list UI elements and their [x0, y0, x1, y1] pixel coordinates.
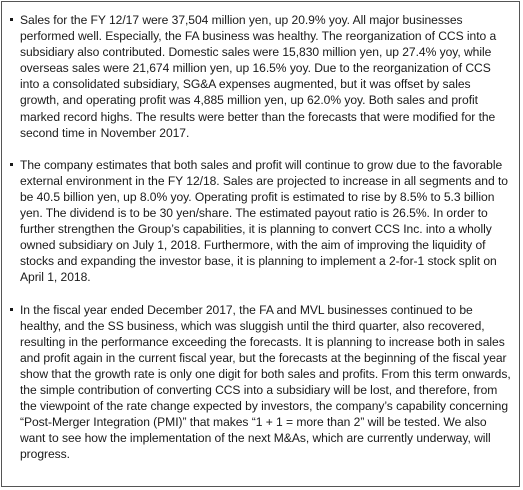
bullet-marker [10, 163, 13, 166]
paragraph-results [10, 12, 513, 141]
summary-box [1, 1, 520, 487]
paragraph-text: The company estimates that both sales and profit will continue to grow due to the favorable external environment in the FY 12/18. Sales are projected to increase in all segments and to be 40.5 billion yen, up 8.0% yoy. Operating profit is estimated to rise by 8.5% to 5.3 billion yen. The dividend is to be 30 yen/share. The estimated payout ratio is 26.5%. In order to further strengthen the Group’s capabilities, it is planning to convert CCS Inc. into a wholly owned subsidiary on July 1, 2018. Furthermore, with the aim of improving the liquidity of stocks and expanding the investor base, it is planning to implement a 2-for-1 stock split on April 1, 2018. [20, 157, 508, 285]
paragraph-text: In the fiscal year ended December 2017, the FA and MVL businesses continued to be healthy, and the SS business, which was sluggish until the third quarter, also recovered, resulting in the performance exceeding the forecasts. It is planning to increase both in sales and profit again in the current fiscal year, but the forecasts at the beginning of the fiscal year show that the growth rate is only one digit for both sales and profits. From this term onwards, the simple contribution of converting CCS into a subsidiary will be lost, and therefore, from the viewpoint of the rate change expected by investors, the company’s capability concerning “Post-Merger Integration (PMI)” that makes “1 + 1 = more than 2” will be tested. We also want to see how the implementation of the next M&As, which are currently underway, will progress. [20, 302, 511, 462]
paragraph-text: Sales for the FY 12/17 were 37,504 million yen, up 20.9% yoy. All major businesses performed well. Especially, the FA business was healthy. The reorganization of CCS into a subsidiary also contributed. Domestic sales were 15,830 million yen, up 27.4% yoy, while overseas sales were 21,674 million yen, up 16.5% yoy. Due to the reorganization of CCS into a consolidated subsidiary, SG&A expenses augmented, but it was offset by sales growth, and operating profit was 4,885 million yen, up 62.0% yoy. Both sales and profit marked record highs. The results were better than the forecasts that were modified for the second time in November 2017. [20, 13, 497, 140]
paragraph-outlook [10, 302, 513, 463]
paragraph-forecast [10, 157, 513, 286]
bullet-marker [10, 18, 13, 21]
bullet-marker [10, 308, 13, 311]
